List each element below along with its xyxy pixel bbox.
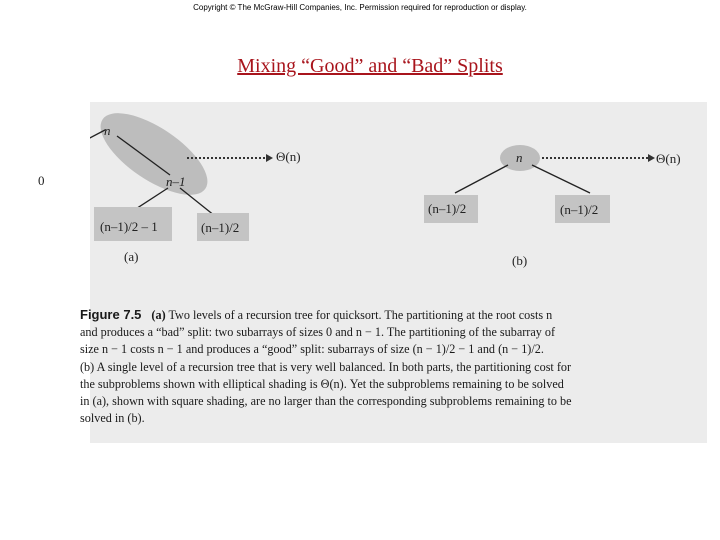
b-part-label: (b) [512,253,528,268]
edge-b-root-left [455,165,508,193]
caption-line: (b) A single level of a recursion tree that is very well balanced. In both parts, the partitioning cost for [80,359,572,374]
a-left-leaf-label: 0 [38,173,45,188]
figure-caption [80,306,690,427]
cost-arrowhead-b [648,154,655,162]
a-right-node-label: n–1 [166,174,186,189]
caption-line: solved in (b). [80,411,145,426]
caption-line: and produces a “bad” split: two subarrays of sizes 0 and n − 1. The partitioning of the subarray of [80,325,556,340]
caption-line: size n − 1 costs n − 1 and produces a “good” split: subarrays of size (n − 1)/2 − 1 and (n − 1)/2. [80,342,544,357]
a-cost-label: Θ(n) [276,149,301,164]
caption-line [80,306,690,324]
caption-line: the subproblems shown with elliptical shading is Θ(n). Yet the subproblems remaining to be solved [80,376,564,391]
caption-line: in (a), shown with square shading, are no larger than the corresponding subproblems remaining to be [80,394,572,409]
caption-part-a-label: (a) [151,308,166,322]
b-root-label: n [516,150,523,165]
b-cost-label: Θ(n) [656,151,681,166]
elliptical-shading-a [90,102,220,210]
a-part-label: (a) [124,249,139,264]
b-box-left-label: (n–1)/2 [428,201,467,216]
figure-number: Figure 7.5 [80,307,142,322]
edge-b-root-right [532,165,590,193]
copyright-notice: Copyright © The McGraw-Hill Companies, Inc. Permission required for reproduction or display. [193,3,527,12]
cost-arrowhead-a [266,154,273,162]
slide-title: Mixing “Good” and “Bad” Splits [237,55,503,77]
b-box-right-label: (n–1)/2 [560,202,599,217]
a-box-right-label: (n–1)/2 [201,220,240,235]
caption-line-text: Two levels of a recursion tree for quicksort. The partitioning at the root costs n [168,308,553,322]
a-root-label: n [104,123,111,138]
a-box-left-label: (n–1)/2 – 1 [100,219,158,234]
